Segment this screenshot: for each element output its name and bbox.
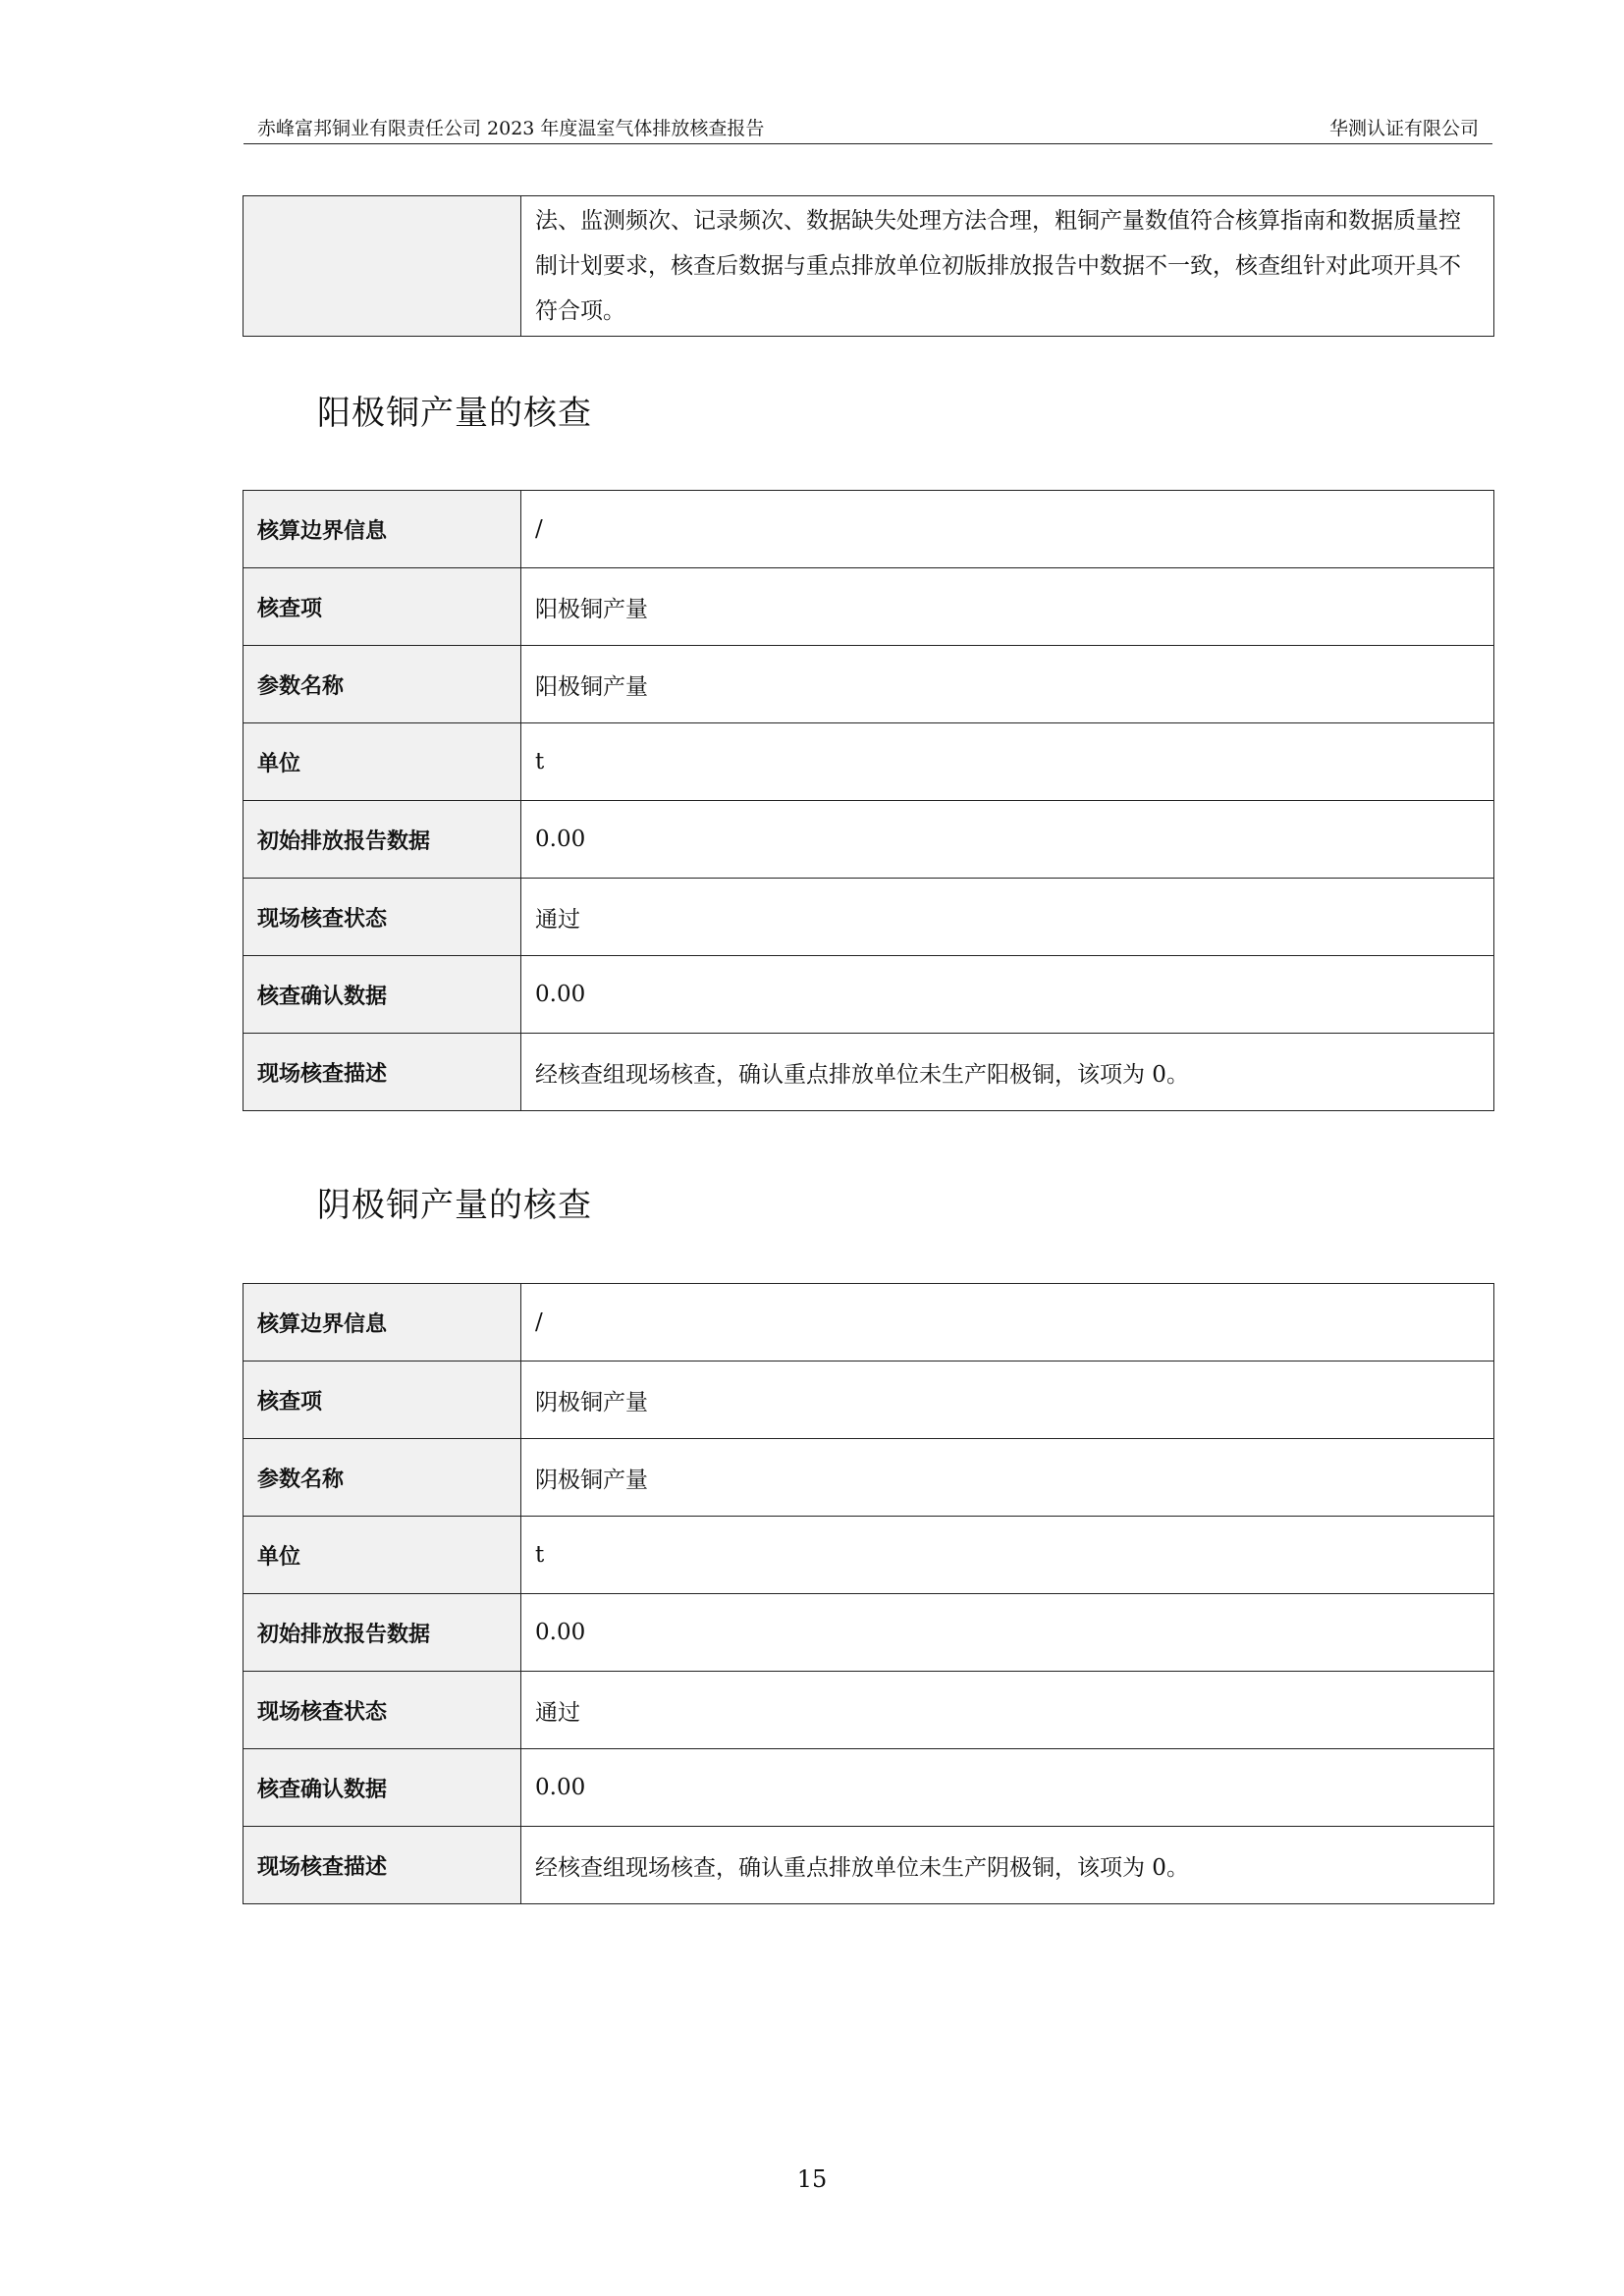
page-header <box>244 110 1492 144</box>
row-label: 参数名称 <box>244 1439 521 1517</box>
section-title-cathode-copper: 阴极铜产量的核查 <box>317 1186 592 1225</box>
row-value: 0.00 <box>521 956 1494 1034</box>
page-number: 15 <box>796 2165 828 2193</box>
row-label: 核查项 <box>244 568 521 646</box>
row-label: 单位 <box>244 723 521 801</box>
row-value: / <box>521 1284 1494 1362</box>
row-value: 经核查组现场核查，确认重点排放单位未生产阴极铜，该项为 0。 <box>521 1827 1494 1904</box>
row-label: 核查项 <box>244 1362 521 1439</box>
row-label: 核算边界信息 <box>244 491 521 568</box>
row-value: 阳极铜产量 <box>521 646 1494 723</box>
row-label: 现场核查描述 <box>244 1827 521 1904</box>
table-row <box>244 1672 1494 1749</box>
table-row <box>244 1439 1494 1517</box>
table-row <box>244 1827 1494 1904</box>
table-row <box>244 1284 1494 1362</box>
table-row <box>244 1594 1494 1672</box>
table-row <box>244 646 1494 723</box>
table-row <box>244 956 1494 1034</box>
row-label: 核算边界信息 <box>244 1284 521 1362</box>
table-row <box>244 491 1494 568</box>
row-value: 0.00 <box>521 801 1494 879</box>
continuation-text: 法、监测频次、记录频次、数据缺失处理方法合理，粗铜产量数值符合核算指南和数据质量控制计划要求，核查后数据与重点排放单位初版排放报告中数据不一致，核查组针对此项开具不符合项。 <box>521 196 1494 337</box>
row-label: 核查确认数据 <box>244 956 521 1034</box>
row-label: 现场核查状态 <box>244 1672 521 1749</box>
table-row <box>244 723 1494 801</box>
section-title-anode-copper: 阳极铜产量的核查 <box>317 394 592 433</box>
cathode-copper-table <box>243 1283 1494 1904</box>
table-row <box>244 568 1494 646</box>
row-value: 经核查组现场核查，确认重点排放单位未生产阳极铜，该项为 0。 <box>521 1034 1494 1111</box>
row-value: 阴极铜产量 <box>521 1362 1494 1439</box>
continuation-table <box>243 195 1494 337</box>
row-label: 现场核查描述 <box>244 1034 521 1111</box>
row-label: 现场核查状态 <box>244 879 521 956</box>
row-value: 通过 <box>521 1672 1494 1749</box>
table-row <box>244 1034 1494 1111</box>
row-label: 初始排放报告数据 <box>244 801 521 879</box>
row-label: 核查确认数据 <box>244 1749 521 1827</box>
row-label: 初始排放报告数据 <box>244 1594 521 1672</box>
row-value: t <box>521 723 1494 801</box>
table-row <box>244 1749 1494 1827</box>
header-company-name: 华测认证有限公司 <box>1328 118 1479 139</box>
row-label: 参数名称 <box>244 646 521 723</box>
row-value: / <box>521 491 1494 568</box>
row-value: 0.00 <box>521 1594 1494 1672</box>
row-value: 阳极铜产量 <box>521 568 1494 646</box>
row-value: 0.00 <box>521 1749 1494 1827</box>
empty-label-cell <box>244 196 521 337</box>
row-label: 单位 <box>244 1517 521 1594</box>
table-row <box>244 1517 1494 1594</box>
row-value: 通过 <box>521 879 1494 956</box>
table-row <box>244 801 1494 879</box>
table-row <box>244 1362 1494 1439</box>
anode-copper-table <box>243 490 1494 1111</box>
table-row <box>244 879 1494 956</box>
table-row <box>244 196 1494 337</box>
header-report-title: 赤峰富邦铜业有限责任公司 2023 年度温室气体排放核查报告 <box>257 118 765 139</box>
row-value: 阴极铜产量 <box>521 1439 1494 1517</box>
row-value: t <box>521 1517 1494 1594</box>
